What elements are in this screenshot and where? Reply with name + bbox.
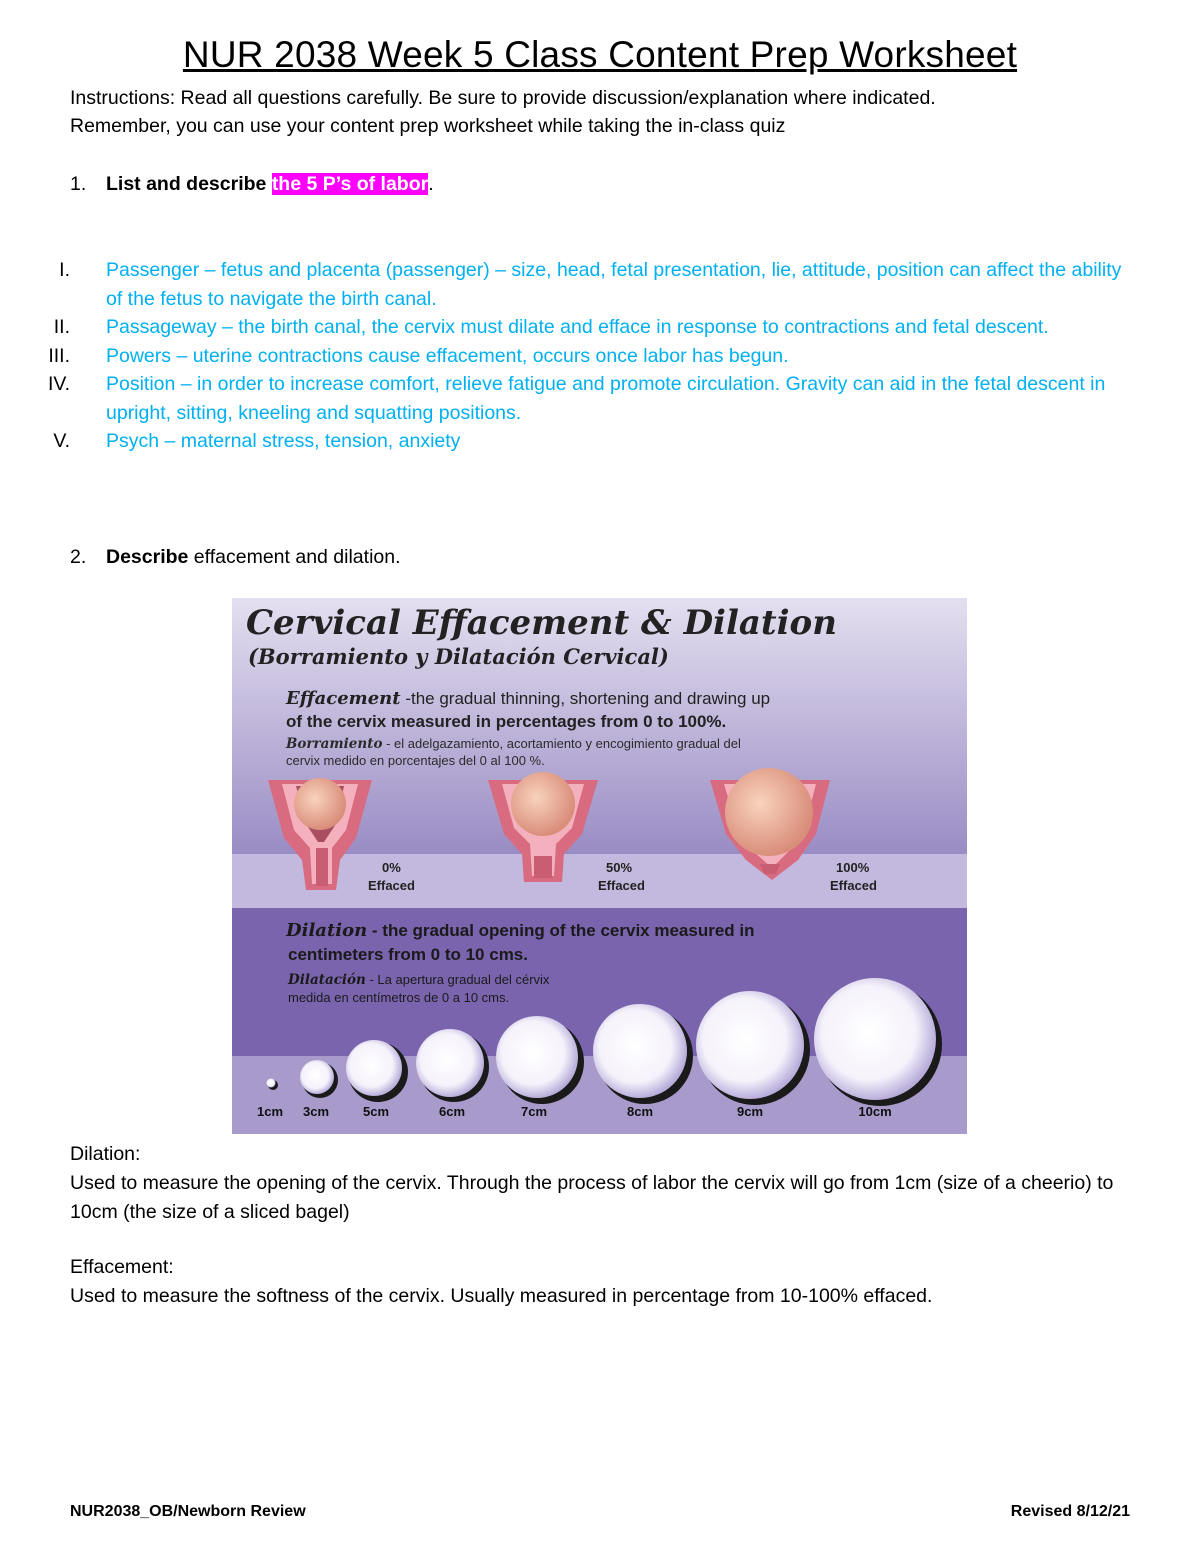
circle-label: 5cm — [362, 1104, 390, 1119]
stage-word: Effaced — [830, 878, 877, 893]
answer-text: Psych – maternal stress, tension, anxiety — [106, 430, 461, 452]
question-2-rest: effacement and dilation. — [188, 546, 401, 568]
question-1-suffix: . — [428, 173, 434, 195]
answer-numeral: IV. — [47, 373, 70, 395]
dilation-text: Used to measure the opening of the cervix. Through the process of labor the cervix will go from 1cm (size of a cheerio) to 10cm (the size of a sliced bagel) — [70, 1172, 1114, 1223]
question-2-bold: Describe — [106, 546, 189, 568]
borramiento-definition-2: cervix medido en porcentajes del 0 al 100 %. — [286, 753, 545, 768]
question-2 — [70, 543, 401, 571]
stage-word: Effaced — [368, 878, 415, 893]
answer-item — [40, 256, 1140, 313]
dilation-definition-2: centimeters from 0 to 10 cms. — [288, 945, 528, 964]
dilation-section — [70, 1140, 1140, 1227]
effacement-heading: Effacement: — [70, 1256, 174, 1278]
answer-numeral: III. — [48, 344, 70, 367]
cervical-effacement-dilation-figure — [232, 598, 967, 1134]
circle-label: 9cm — [736, 1104, 764, 1119]
figure-subtitle: (Borramiento y Dilatación Cervical) — [248, 644, 669, 669]
question-1-highlight: the 5 P’s of labor — [271, 173, 429, 195]
circle-label: 3cm — [302, 1104, 330, 1119]
footer-left: NUR2038_OB/Newborn Review — [70, 1503, 306, 1520]
effacement-section — [70, 1253, 1140, 1311]
circle-label: 7cm — [520, 1104, 548, 1119]
answer-text: Powers – uterine contractions cause effacement, occurs once labor has begun. — [106, 344, 789, 367]
question-1-number: 1. — [70, 173, 87, 195]
answer-item — [40, 370, 1140, 427]
answer-item — [40, 427, 1140, 456]
figure-title: Cervical Effacement & Dilation — [246, 603, 837, 643]
answer-numeral: I. — [59, 259, 70, 281]
stage-percent: 100% — [836, 860, 870, 875]
question-1-prefix: List and describe — [106, 173, 272, 195]
effacement-definition-2: of the cervix measured in percentages from 0 to 100%. — [286, 712, 727, 731]
answer-text: Position – in order to increase comfort, relieve fatigue and promote circulation. Gravity can aid in the fetal descent in upright, sitting, kneeling and squatting positions. — [106, 373, 1106, 424]
dilatacion-definition-2: medida en centímetros de 0 a 10 cms. — [288, 990, 510, 1005]
answer-numeral: V. — [53, 430, 70, 452]
stage-percent: 0% — [382, 860, 401, 875]
stage-word: Effaced — [598, 878, 645, 893]
circle-label: 8cm — [626, 1104, 654, 1119]
answer-item — [40, 342, 1140, 371]
effacement-text: Used to measure the softness of the cervix. Usually measured in percentage from 10-100% effaced. — [70, 1285, 933, 1307]
answer-list — [40, 256, 1140, 456]
answer-text: Passenger – fetus and placenta (passenger) – size, head, fetal presentation, lie, attitude, position can affect the ability of the fetus to navigate the birth canal. — [106, 259, 1122, 310]
dilation-definition: Dilation - the gradual opening of the cervix measured in — [286, 920, 755, 941]
answer-text: Passageway – the birth canal, the cervix must dilate and efface in response to contractions and fetal descent. — [106, 316, 1049, 338]
answer-numeral: II. — [53, 316, 70, 338]
circle-label: 10cm — [858, 1104, 892, 1119]
circle-label: 1cm — [256, 1104, 284, 1119]
instructions — [70, 84, 1150, 140]
instructions-line-2: Remember, you can use your content prep worksheet while taking the in-class quiz — [70, 115, 786, 137]
footer-right: Revised 8/12/21 — [1010, 1503, 1130, 1520]
stage-percent: 50% — [606, 860, 633, 875]
effacement-definition: Effacement -the gradual thinning, shortening and drawing up — [286, 688, 771, 709]
borramiento-definition: Borramiento - el adelgazamiento, acortamiento y encogimiento gradual del — [286, 736, 741, 752]
dilatacion-definition: Dilatación - La apertura gradual del cérvix — [288, 972, 550, 988]
question-2-number: 2. — [70, 546, 87, 568]
question-1 — [70, 170, 434, 198]
page-title: NUR 2038 Week 5 Class Content Prep Worksheet — [182, 34, 1018, 75]
circle-label: 6cm — [438, 1104, 466, 1119]
instructions-line-1: Instructions: Read all questions carefully. Be sure to provide discussion/explanation where indicated. — [70, 87, 936, 109]
answer-item — [40, 313, 1140, 342]
dilation-heading: Dilation: — [70, 1143, 141, 1165]
